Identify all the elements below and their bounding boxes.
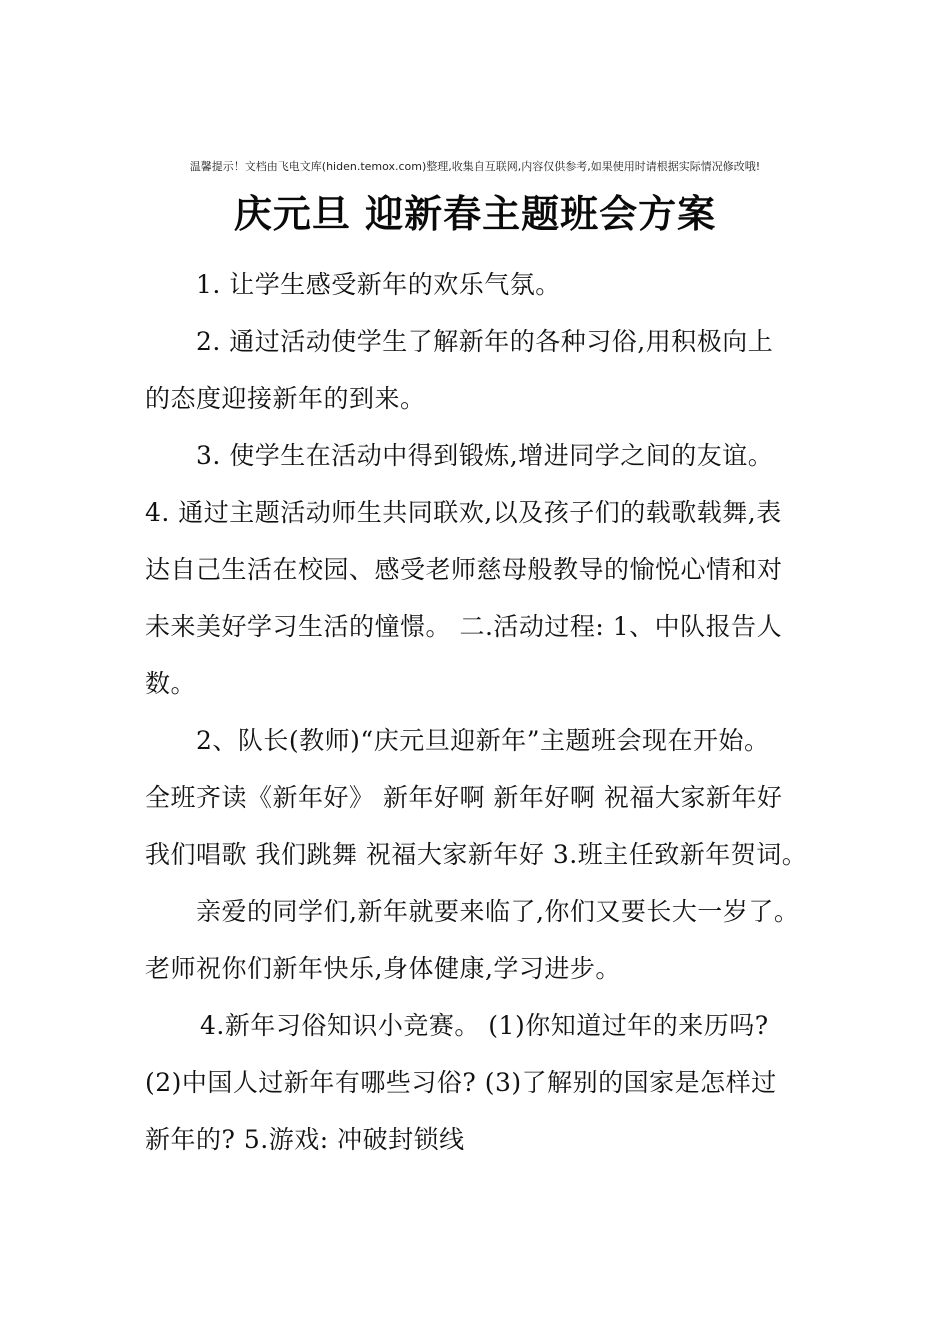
text-line: 2. 通过活动使学生了解新年的各种习俗,用积极向上 <box>196 327 774 356</box>
text-line: 4. 通过主题活动师生共同联欢,以及孩子们的载歌载舞,表 <box>145 498 782 527</box>
text-line: 亲爱的同学们,新年就要来临了,你们又要长大一岁了。 <box>196 897 800 926</box>
text-line: (2)中国人过新年有哪些习俗? (3)了解别的国家是怎样过 <box>145 1068 777 1097</box>
text-line: 1. 让学生感受新年的欢乐气氛。 <box>196 270 561 299</box>
text-line: 3. 使学生在活动中得到锻炼,增进同学之间的友谊。 <box>196 441 774 470</box>
text-line: 老师祝你们新年快乐,身体健康,学习进步。 <box>145 954 621 983</box>
text-line: 数。 <box>145 669 197 698</box>
text-line: 我们唱歌 我们跳舞 祝福大家新年好 3.班主任致新年贺词。 <box>145 840 808 869</box>
text-line: 达自己生活在校园、感受老师慈母般教导的愉悦心情和对 <box>145 555 783 584</box>
text-line: 未来美好学习生活的憧憬。 二.活动过程: 1、中队报告人 <box>145 612 783 641</box>
text-line: 2、队长(教师)“庆元旦迎新年”主题班会现在开始。 <box>196 726 770 755</box>
text-line: 的态度迎接新年的到来。 <box>145 384 426 413</box>
text-line: 新年的? 5.游戏: 冲破封锁线 <box>145 1125 465 1154</box>
header-notice: 温馨提示！文档由飞电文库(hiden.temox.com)整理,收集自互联网,内容仅供参考,如果使用时请根据实际情况修改哦! <box>189 160 761 173</box>
text-line: 全班齐读《新年好》 新年好啊 新年好啊 祝福大家新年好 <box>145 783 783 812</box>
text-line: 4.新年习俗知识小竞赛。 (1)你知道过年的来历吗? <box>200 1011 769 1040</box>
document-title: 庆元旦 迎新春主题班会方案 <box>233 192 717 236</box>
